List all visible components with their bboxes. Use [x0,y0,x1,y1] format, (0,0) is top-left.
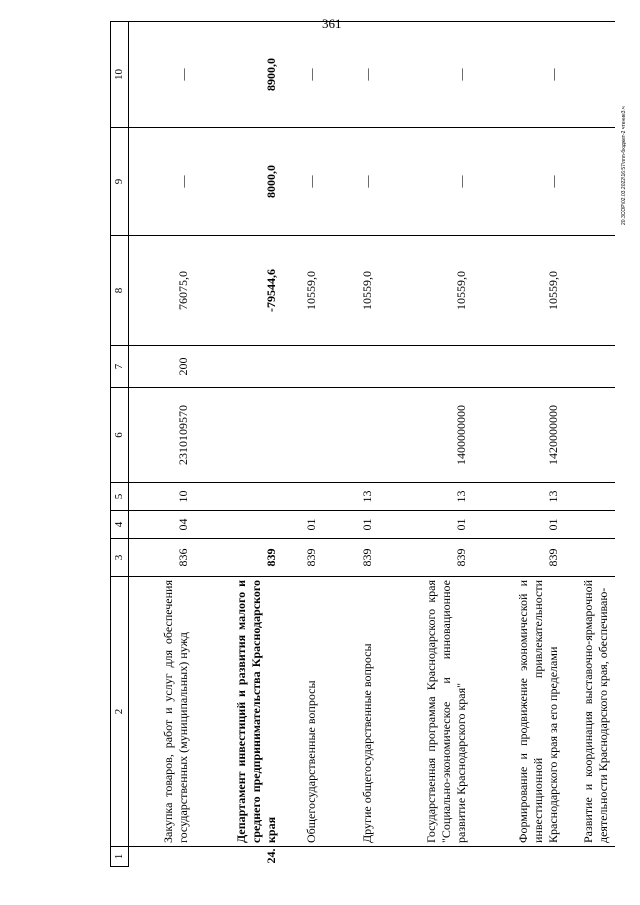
expense-type-code [565,346,615,388]
amount-col8: 10559,0 [379,236,473,346]
column-header: 2 [111,577,129,847]
ministry-code: 839 [323,539,379,577]
subsection-code [195,483,283,511]
row-name: Формирование и продвижение экономической и инвестиционной привлекательности Краснодарского края за его пределами [473,577,565,847]
amount-col8: -79544,6 [195,236,283,346]
amount-col10: — [379,22,473,128]
column-header: 7 [111,346,129,388]
table-row [379,22,473,867]
amount-col9: — [283,128,323,236]
column-header: 4 [111,511,129,539]
target-code: 1420000000 [473,388,565,483]
expense-type-code [473,346,565,388]
expense-type-code [323,346,379,388]
target-code: 2310109570 [129,388,195,483]
column-number-row [111,22,129,867]
file-stamp: 20.ЗСОР\02.03.2022\16:57\nnn-бюджет-2 чтение3.ч [621,106,627,225]
target-code [195,388,283,483]
ministry-code: 839 [379,539,473,577]
amount-col8: 10559,0 [323,236,379,346]
subsection-code [283,483,323,511]
table-row [129,22,195,867]
table-body [129,22,615,867]
table-row [473,22,565,867]
row-name: Закупка товаров, работ и услуг для обеспечения государственных (муниципальных) нужд [129,577,195,847]
section-code: 04 [129,511,195,539]
amount-col9: 8000,0 [195,128,283,236]
row-number [283,847,323,867]
column-header: 3 [111,539,129,577]
subsection-code: 13 [473,483,565,511]
column-header: 6 [111,388,129,483]
column-header: 8 [111,236,129,346]
expense-type-code [283,346,323,388]
amount-col9: — [323,128,379,236]
amount-col10: — [129,22,195,128]
row-name: Другие общегосударственные вопросы [323,577,379,847]
page-number: 361 [322,16,342,31]
column-header: 9 [111,128,129,236]
rotated-table-container [110,22,610,867]
row-name: Развитие и координация выставочно-ярмарочной деятельности Краснодарского края, обеспечиваю- [565,577,615,847]
row-number [473,847,565,867]
row-number [565,847,615,867]
row-name: Общегосударственные вопросы [283,577,323,847]
table-row [323,22,379,867]
amount-col8: 10559,0 [283,236,323,346]
subsection-code: 13 [323,483,379,511]
ministry-code: 839 [283,539,323,577]
column-header: 10 [111,22,129,128]
amount-col8 [565,236,615,346]
expense-type-code [379,346,473,388]
section-code [565,511,615,539]
row-name: Департамент инвестиций и развития малого и среднего предпринимательства Краснодарского края [195,577,283,847]
table-row [565,22,615,867]
amount-col10 [565,22,615,128]
ministry-code: 839 [473,539,565,577]
row-number [129,847,195,867]
table-row [283,22,323,867]
column-header: 1 [111,847,129,867]
row-name: Государственная программа Краснодарского края "Социально-экономическое и инновационное развитие Краснодарского края" [379,577,473,847]
table-row [195,22,283,867]
section-code: 01 [379,511,473,539]
amount-col8: 10559,0 [473,236,565,346]
expense-type-code: 200 [129,346,195,388]
section-code: 01 [323,511,379,539]
amount-col10: — [473,22,565,128]
target-code: 1400000000 [379,388,473,483]
amount-col9: — [129,128,195,236]
subsection-code [565,483,615,511]
section-code: 01 [283,511,323,539]
row-number [379,847,473,867]
amount-col9 [565,128,615,236]
row-number [323,847,379,867]
section-code [195,511,283,539]
subsection-code: 10 [129,483,195,511]
amount-col10: 8900,0 [195,22,283,128]
row-number: 24. [263,848,278,864]
expense-type-code [195,346,283,388]
budget-table [110,21,615,867]
target-code [283,388,323,483]
target-code [323,388,379,483]
ministry-code [565,539,615,577]
amount-col10: — [283,22,323,128]
amount-col8: 76075,0 [129,236,195,346]
ministry-code: 839 [195,539,283,577]
target-code [565,388,615,483]
ministry-code: 836 [129,539,195,577]
subsection-code: 13 [379,483,473,511]
amount-col10: — [323,22,379,128]
column-header: 5 [111,483,129,511]
amount-col9: — [473,128,565,236]
amount-col9: — [379,128,473,236]
section-code: 01 [473,511,565,539]
